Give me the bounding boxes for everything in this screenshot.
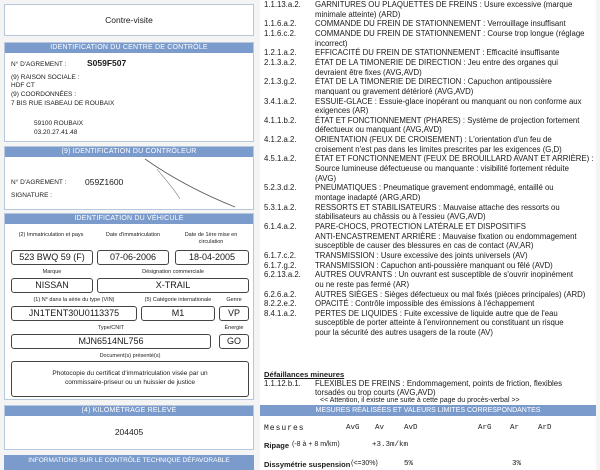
defect-line xyxy=(264,87,473,97)
defect-text: PERTES DE LIQUIDES : Fuite excessive de liquide autre que de l'eau xyxy=(315,308,558,318)
defect-code: 1.2.1.a.2. xyxy=(264,48,297,58)
date-immat-label: Date d'immatriculation xyxy=(105,232,161,238)
controleur-header: (9) IDENTIFICATION DU CONTRÔLEUR xyxy=(5,147,253,157)
energie-value: GO xyxy=(219,334,249,349)
defect-line xyxy=(264,19,566,29)
defect-text: exigences (AR) xyxy=(315,106,369,116)
energie-label: Énergie xyxy=(224,325,244,331)
defect-text: AUTRES OUVRANTS : Un ouvrant est susceptible de s'ouvrir inopinément xyxy=(315,270,574,280)
signature-stroke xyxy=(145,159,235,207)
centre-agrement: S059F507 xyxy=(87,58,127,68)
vehicule-section xyxy=(4,213,254,400)
genre-value: VP xyxy=(219,306,249,321)
defect-text: ORIENTATION (FEUX DE CROISEMENT) : L'orientation d'un feu de xyxy=(315,135,552,145)
phone-line: 03.20.27.41.48 xyxy=(34,129,78,136)
dissym-ar: 3% xyxy=(512,460,522,468)
defect-line xyxy=(264,125,442,135)
defect-line xyxy=(264,154,594,164)
defect-text: ÉTAT ET FONCTIONNEMENT (PHARES) : Système de projection fortement xyxy=(315,115,580,125)
defect-code: 3.4.1.a.2. xyxy=(264,96,297,106)
defect-text: OPACITÉ : Contrôle impossible des émissions à l'échappement xyxy=(315,299,535,309)
date-first-value: 18-04-2005 xyxy=(175,250,249,265)
defect-text: COMMANDE DU FREIN DE STATIONNEMENT : Verrouillage insuffisant xyxy=(315,19,566,29)
defect-line xyxy=(264,251,528,261)
defect-line xyxy=(264,58,558,68)
defect-code: 6.2.6.a.2. xyxy=(264,289,297,299)
defect-code: 4.1.1.b.2. xyxy=(264,115,297,125)
defect-code: 2.1.3.g.2. xyxy=(264,77,297,87)
defect-text: ANTI-ENCASTREMENT ARRIÈRE : Mauvaise fixation ou endommagement xyxy=(315,231,577,241)
immat-value: 523 BWQ 59 (F) xyxy=(11,250,93,265)
defect-line xyxy=(264,318,564,328)
dissym-av: 5% xyxy=(404,460,414,468)
ripage-limit: (-8 à + 8 m/km) xyxy=(292,441,340,448)
dissym-label: Dissymétrie suspension xyxy=(264,460,351,469)
defect-text: devraient être fixes (AVG,AVD) xyxy=(315,67,422,77)
defect-text: susceptible de causer des blessures en cas de contact (AV,AR) xyxy=(315,241,534,251)
ripage-label: Ripage xyxy=(264,441,290,450)
defect-text: manquant ou gravement détérioré (AVG,AVD) xyxy=(315,86,474,96)
defect-code: 2.1.3.a.2. xyxy=(264,57,297,67)
km-value: 204405 xyxy=(114,427,144,437)
defect-code: 6.2.13.a.2. xyxy=(264,270,301,280)
defect-text: ESSUIE-GLACE : Essuie-glace inopérant ou manquant ou non conforme aux xyxy=(315,96,582,106)
coord-label: (9) COORDONNÉES : xyxy=(11,91,77,98)
defect-line xyxy=(264,135,552,145)
raison-value: HDF CT xyxy=(11,82,35,89)
date-first-label: Date de 1ère mise en circulation xyxy=(184,232,238,245)
defect-text: pour la sécurité des autres usagers de la route (AV) xyxy=(315,328,493,338)
defect-line xyxy=(264,39,348,49)
defect-line xyxy=(264,222,526,232)
defect-text: ÉTAT ET FONCTIONNEMENT (FEUX DE BROUILLARD AVANT ET ARRIÈRE) : xyxy=(315,154,594,164)
defect-line xyxy=(264,116,579,126)
defect-text: stabilisateurs au châssis ou à l'essieu (AVG,AVD) xyxy=(315,212,486,222)
marque-value: NISSAN xyxy=(11,278,93,293)
defect-line xyxy=(264,97,582,107)
defect-line xyxy=(264,193,420,203)
defect-line xyxy=(264,261,553,271)
defect-line xyxy=(264,290,585,300)
defect-line xyxy=(264,174,336,184)
mineures-title: Défaillances mineures xyxy=(264,370,345,379)
signature-mark xyxy=(5,147,255,211)
visit-type: Contre-visite xyxy=(105,15,153,25)
defect-text: croisement n'est pas dans les limites prescrites par les exigences (G,D) xyxy=(315,144,562,154)
centre-header: IDENTIFICATION DU CENTRE DE CONTRÔLE xyxy=(5,43,253,53)
defect-text: RESSORTS ET STABILISATEURS : Mauvaise attache des ressorts ou xyxy=(315,202,560,212)
defect-text: TRANSMISSION : Usure excessive des joints universels (AV) xyxy=(315,250,528,260)
defect-line xyxy=(264,106,368,116)
defect-text: COMMANDE DU FREIN DE STATIONNEMENT : Course trop longue (réglage xyxy=(315,28,585,38)
left-column xyxy=(4,0,254,470)
defect-code: 1.1.6.c.2. xyxy=(264,28,297,38)
controleur-section xyxy=(4,146,254,210)
dissym-limit: (<=30%) xyxy=(351,460,378,467)
address-line: 7 BIS RUE ISABEAU DE ROUBAIX xyxy=(11,100,115,107)
defect-code: 1.1.13.a.2. xyxy=(264,0,301,9)
centre-section xyxy=(4,42,254,142)
categorie-label: (5) Catégorie internationale xyxy=(144,297,212,303)
document-note: Photocopie du certificat d'immatriculation visée par un commissaire-priseur ou un huissier de justice xyxy=(52,370,208,386)
info-section xyxy=(4,455,254,470)
mesures-col-avd: AvD xyxy=(404,424,418,432)
controleur-agrement-label: N° D'AGREMENT : xyxy=(11,179,67,186)
defect-text: défectueux ou manquant (AVG,AVD) xyxy=(315,125,442,135)
attention-note: << Attention, il existe une suite à cette page du procès-verbal >> xyxy=(320,397,520,404)
defect-text: ÉTAT DE LA TIMONERIE DE DIRECTION : Jeu entre des organes qui xyxy=(315,57,558,67)
defect-line xyxy=(264,48,560,58)
raison-label: (9) RAISON SOCIALE : xyxy=(11,74,80,81)
defect-code: 8.2.2.e.2. xyxy=(264,299,297,309)
km-header: (4) KILOMÉTRAGE RELEVÉ xyxy=(5,406,253,416)
defect-line xyxy=(264,164,569,174)
defect-text: susceptible de porter atteinte à l'environnement ou constituant un risque xyxy=(315,318,564,328)
date-immat-value: 07-06-2006 xyxy=(97,250,169,265)
defect-line xyxy=(264,299,534,309)
defect-text: TRANSMISSION : Capuchon anti-poussière manquant ou fêlé (AVD) xyxy=(315,260,553,270)
vin-label: (1) N° dans la série du type (VIN) xyxy=(33,297,115,303)
centre-agrement-label: N° D'AGREMENT : xyxy=(11,61,67,68)
defect-text: PARE-CHOCS, PROTECTION LATÉRALE ET DISPOSITIFS xyxy=(315,221,526,231)
defect-text: EFFICACITÉ DU FREIN DE STATIONNEMENT : Efficacité insuffisante xyxy=(315,48,560,58)
defect-text: incorrect) xyxy=(315,38,348,48)
defect-text: montage inadapté (ARG,ARD) xyxy=(315,193,421,202)
defect-text: ou ne reste pas fermé (AR) xyxy=(315,279,410,289)
mesures-col-ard: ArD xyxy=(538,424,552,432)
controleur-agrement: 059Z1600 xyxy=(85,177,124,187)
minor-defect-code: 1.1.12.b.1. xyxy=(264,379,301,388)
defect-text: GARNITURES OU PLAQUETTES DE FREINS : Usure excessive (marque xyxy=(315,0,573,9)
mesures-col-avg: AvG xyxy=(346,424,360,432)
documents-label: Document(s) présenté(s) xyxy=(99,353,161,359)
defect-line xyxy=(264,203,560,213)
defect-code: 5.3.1.a.2. xyxy=(264,202,297,212)
minor-defect-text: torsadés ou trop courts (AVG,AVD) xyxy=(315,388,436,397)
immat-label: (2) Immatriculation et pays xyxy=(18,232,84,238)
designation-label: Désignation commerciale xyxy=(142,269,204,275)
defect-line xyxy=(264,10,400,20)
right-column xyxy=(260,0,596,470)
defect-code: 6.1.4.a.2. xyxy=(264,221,297,231)
info-header: INFORMATIONS SUR LE CONTRÔLE TECHNIQUE DÉFAVORABLE xyxy=(28,457,230,464)
type-value: MJN6514NL756 xyxy=(11,334,211,349)
defect-line xyxy=(264,77,552,87)
defect-line xyxy=(264,328,493,338)
signature-stroke-2 xyxy=(157,169,180,199)
defect-line xyxy=(264,280,409,290)
visit-type-box xyxy=(4,4,254,36)
defect-text: ÉTAT DE LA TIMONERIE DE DIRECTION : Capuchon antipoussière xyxy=(315,77,552,87)
defect-line xyxy=(264,212,486,222)
defect-text: minimale atteinte) (ARD) xyxy=(315,9,401,19)
defect-code: 6.1.7.g.2. xyxy=(264,260,297,270)
defect-code: 4.5.1.a.2. xyxy=(264,154,297,164)
defect-text: Source lumineuse défectueuse ou manquante : visibilité fortement réduite xyxy=(315,164,569,174)
defect-line xyxy=(264,241,533,251)
defect-line xyxy=(264,183,554,193)
defect-text: (AVG) xyxy=(315,173,337,183)
type-label: Type/CNIT xyxy=(97,325,125,331)
mesures-col-arg: ArG xyxy=(478,424,492,432)
vin-value: JN1TENT30U0113375 xyxy=(11,306,137,321)
vehicule-header: IDENTIFICATION DU VÉHICULE xyxy=(5,214,253,224)
genre-label: Genre xyxy=(226,297,242,303)
ripage-value: +3.3m/km xyxy=(372,441,409,449)
mesures-header: MESURES RÉALISÉES ET VALEURS LIMITES CORRESPONDANTES xyxy=(260,405,596,416)
documents-box xyxy=(11,361,249,397)
km-section xyxy=(4,405,254,450)
defect-code: 5.2.3.d.2. xyxy=(264,183,297,193)
mesures-col-av: Av xyxy=(375,424,385,432)
mesures-col-ar: Ar xyxy=(510,424,520,432)
defect-line xyxy=(264,145,562,155)
designation-value: X-TRAIL xyxy=(97,278,249,293)
defect-line xyxy=(264,309,558,319)
categorie-value: M1 xyxy=(141,306,215,321)
defect-line xyxy=(264,270,573,280)
defect-code: 4.1.2.a.2. xyxy=(264,135,297,145)
minor-defect-text: FLEXIBLES DE FREINS : Endommagement, points de friction, flexibles xyxy=(315,379,563,388)
defect-line xyxy=(264,232,577,242)
mesures-title: Mesures xyxy=(264,424,305,433)
marque-label: Marque xyxy=(42,269,62,275)
signature-label: SIGNATURE : xyxy=(11,192,53,199)
city-line: 59100 ROUBAIX xyxy=(34,120,84,127)
defect-code: 8.4.1.a.2. xyxy=(264,308,297,318)
defect-line xyxy=(264,0,572,10)
defect-code: 1.1.6.a.2. xyxy=(264,19,297,29)
defect-line xyxy=(264,29,585,39)
defect-line xyxy=(264,68,422,78)
defect-text: AUTRES SIÈGES : Sièges défectueux ou mal fixés (pièces principales) (ARD) xyxy=(315,289,586,299)
defect-code: 6.1.7.c.2. xyxy=(264,250,297,260)
defect-text: PNEUMATIQUES : Pneumatique gravement endommagé, entaillé ou xyxy=(315,183,554,193)
